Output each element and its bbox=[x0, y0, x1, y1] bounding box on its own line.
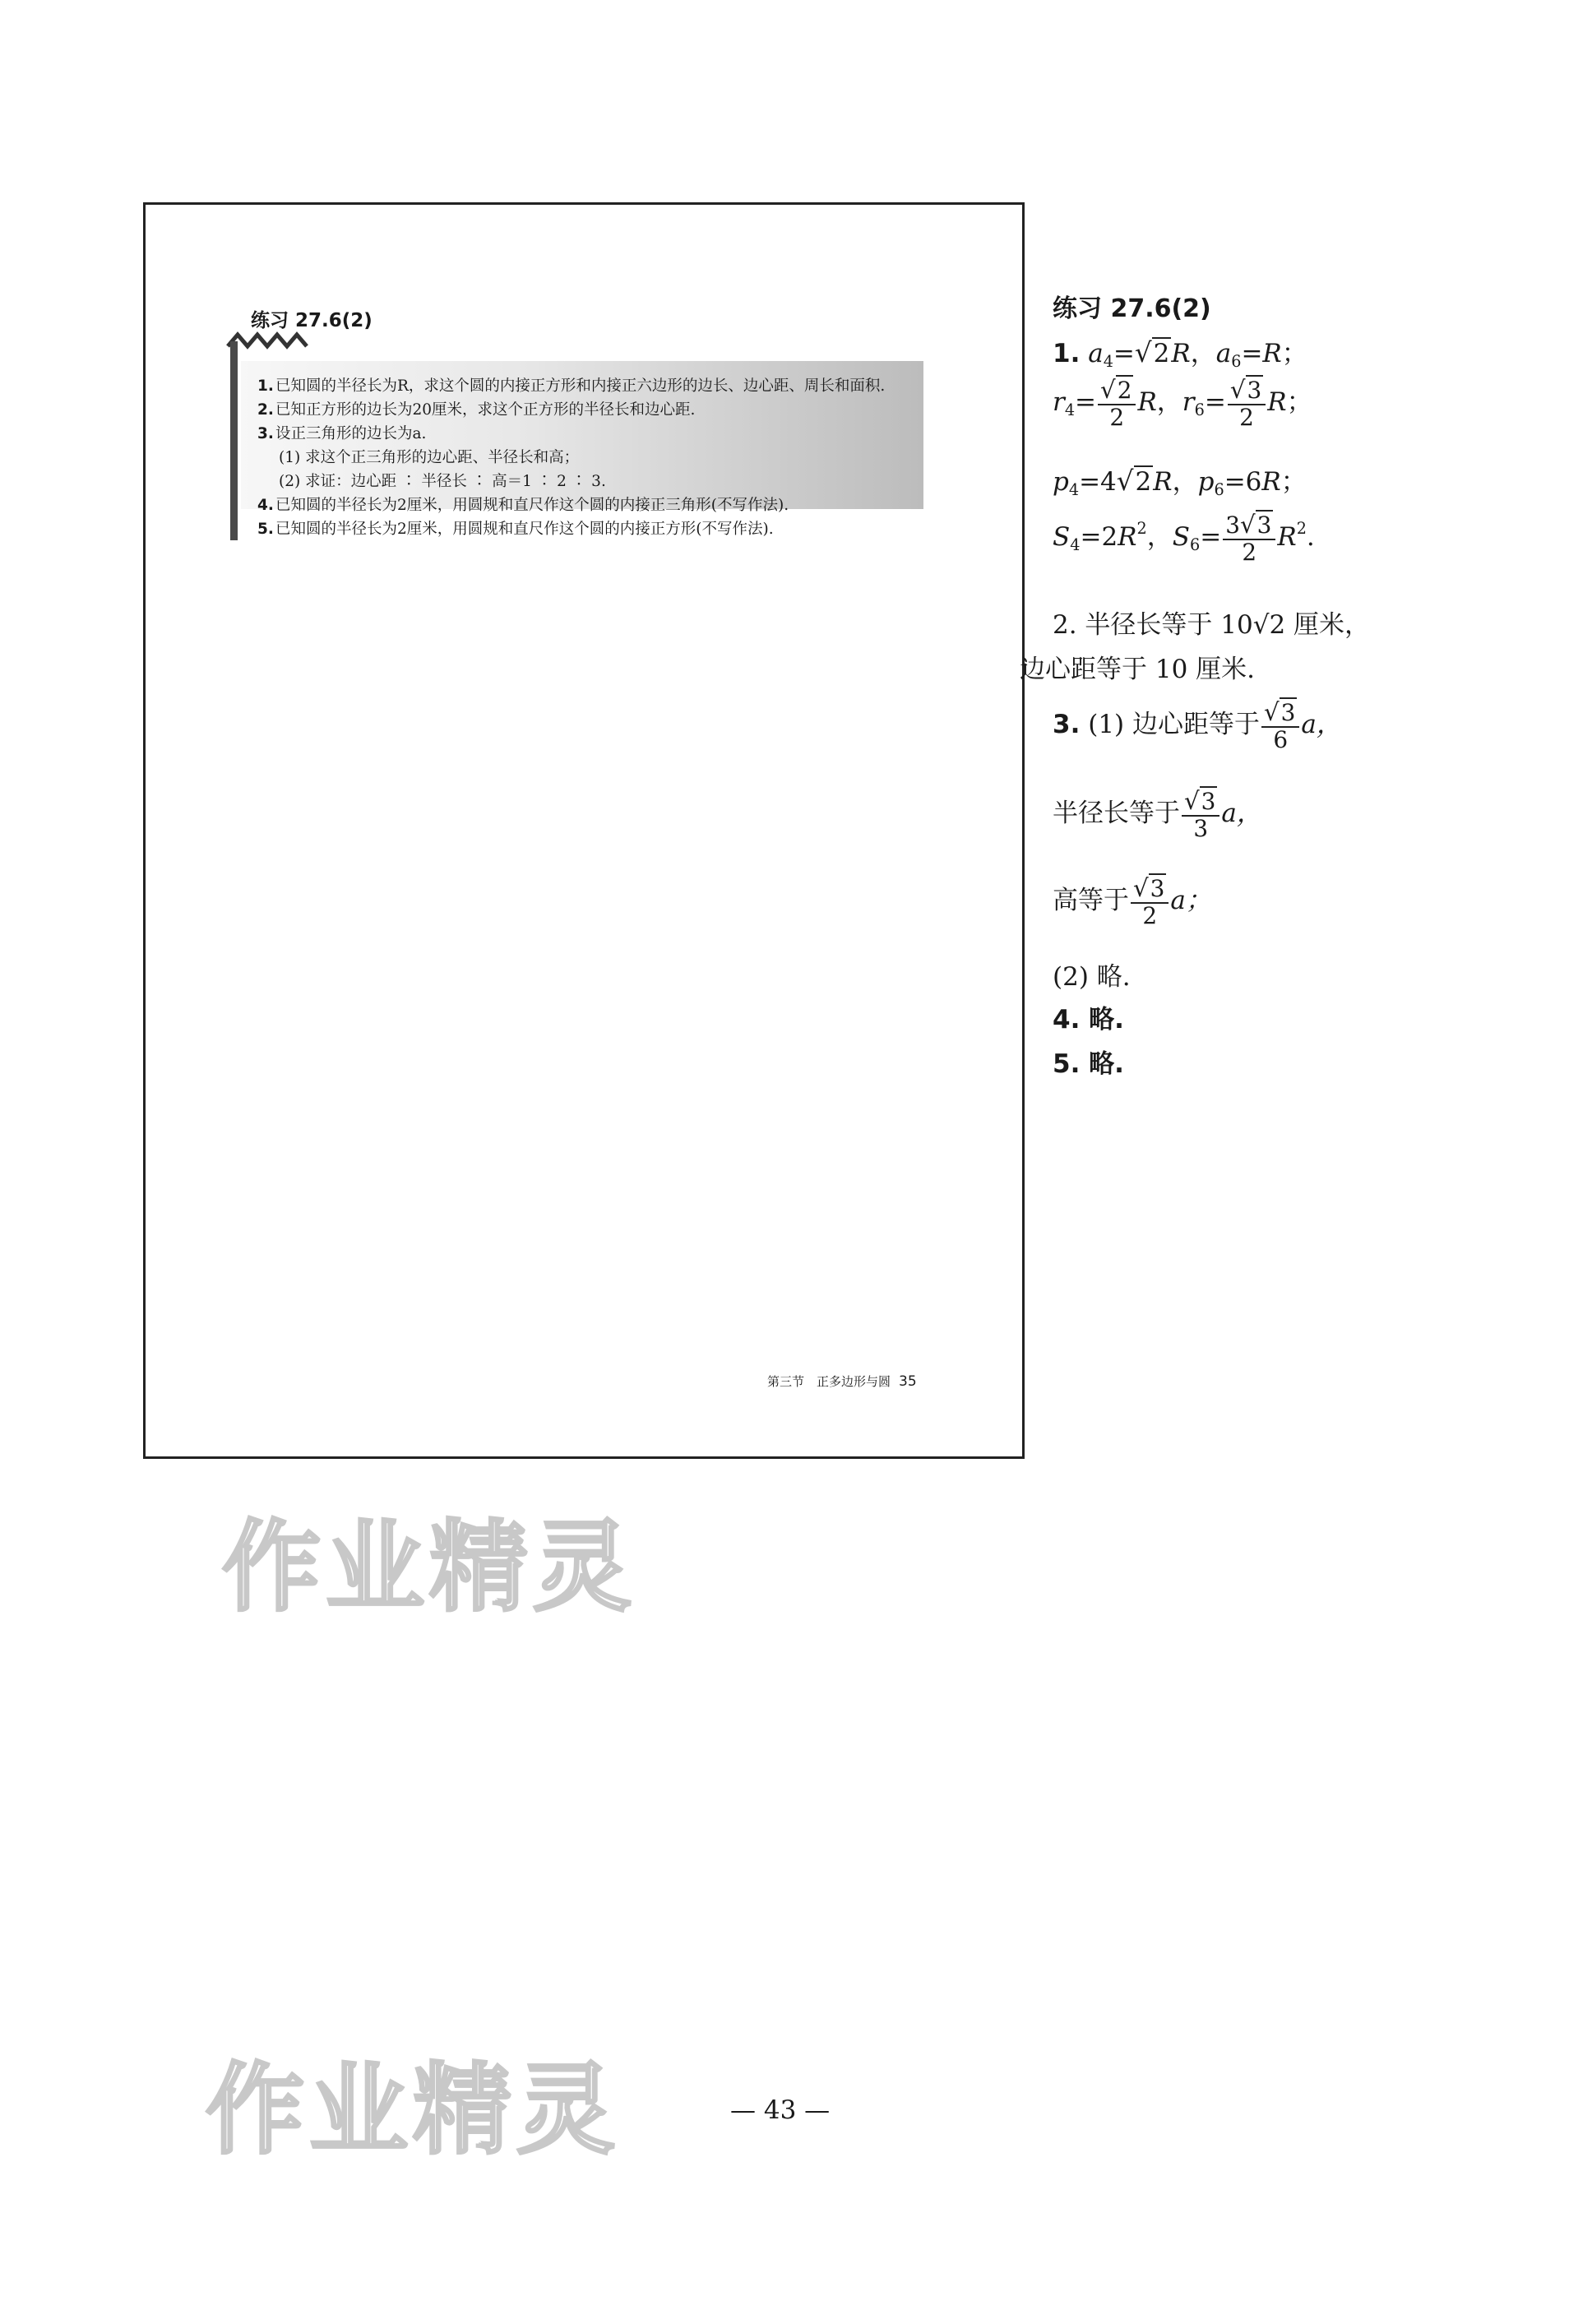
textbook-page-scan bbox=[143, 202, 1025, 1459]
exercise-side-bar bbox=[230, 341, 238, 540]
page-number: — 43 — bbox=[730, 2095, 831, 2125]
zigzag-decoration bbox=[226, 330, 325, 351]
footer-section: 第三节 正多边形与圆 bbox=[767, 1374, 891, 1389]
answer-3-2: (2) 略. bbox=[1053, 962, 1131, 992]
answer-1-line-3: p4=4√2R，p6=6R； bbox=[1053, 465, 1307, 499]
exercise-item: 4. 已知圆的半径长为2厘米，用圆规和直尺作这个圆的内接正三角形(不写作法). bbox=[257, 497, 789, 514]
answer-2-line-2: 边心距等于 10 厘米. bbox=[1020, 655, 1256, 684]
exercise-list bbox=[257, 374, 923, 541]
answer-4: 4. 略. bbox=[1053, 1005, 1124, 1035]
exercise-item: 5. 已知圆的半径长为2厘米，用圆规和直尺作这个圆的内接正方形(不写作法). bbox=[257, 521, 774, 538]
watermark-top: 作业精灵 bbox=[222, 1511, 636, 1625]
exercise-subitem: (1) 求这个正三角形的边心距、半径长和高； bbox=[279, 449, 580, 466]
exercise-title: 练习 27.6(2) bbox=[251, 310, 373, 331]
answer-3-radius: 半径长等于 $\frac{√3}{3}$ a， bbox=[1053, 787, 1262, 842]
answer-1-line-2: r4= $\frac{√2}{2}$ R，r6= $\frac{√3}{2}$ R； bbox=[1053, 376, 1312, 431]
answer-1-line-1: 1. a4=√2R，a6=R； bbox=[1053, 337, 1307, 371]
exercise-subitem: (2) 求证：边心距 ∶ 半径长 ∶ 高＝1 ∶ 2 ∶ 3. bbox=[279, 473, 606, 490]
exercise-item: 3. 设正三角形的边长为a. bbox=[257, 425, 427, 442]
exercise-item: 2. 已知正方形的边长为20厘米，求这个正方形的半径长和边心距. bbox=[257, 401, 696, 419]
answer-title: 练习 27.6(2) bbox=[1053, 294, 1211, 323]
watermark-bottom: 作业精灵 bbox=[206, 2053, 620, 2168]
answer-1-line-4: $S4=2R^2$，S6= $\frac{3√3}{2}$ $R^2$. bbox=[1053, 511, 1315, 566]
answer-3-1: 3. (1) 边心距等于 $\frac{√3}{6}$ a， bbox=[1053, 698, 1342, 753]
textbook-footer bbox=[767, 1373, 917, 1390]
answer-3-height: 高等于 $\frac{√3}{2}$ a； bbox=[1053, 874, 1211, 929]
exercise-item: 1. 已知圆的半径长为R，求这个圆的内接正方形和内接正六边形的边长、边心距、周长和面积. bbox=[257, 377, 886, 395]
answer-5: 5. 略. bbox=[1053, 1049, 1124, 1079]
footer-page-number: 35 bbox=[899, 1373, 917, 1390]
answer-2-line-1: 2. 半径长等于 10√2 厘米， bbox=[1053, 610, 1371, 640]
